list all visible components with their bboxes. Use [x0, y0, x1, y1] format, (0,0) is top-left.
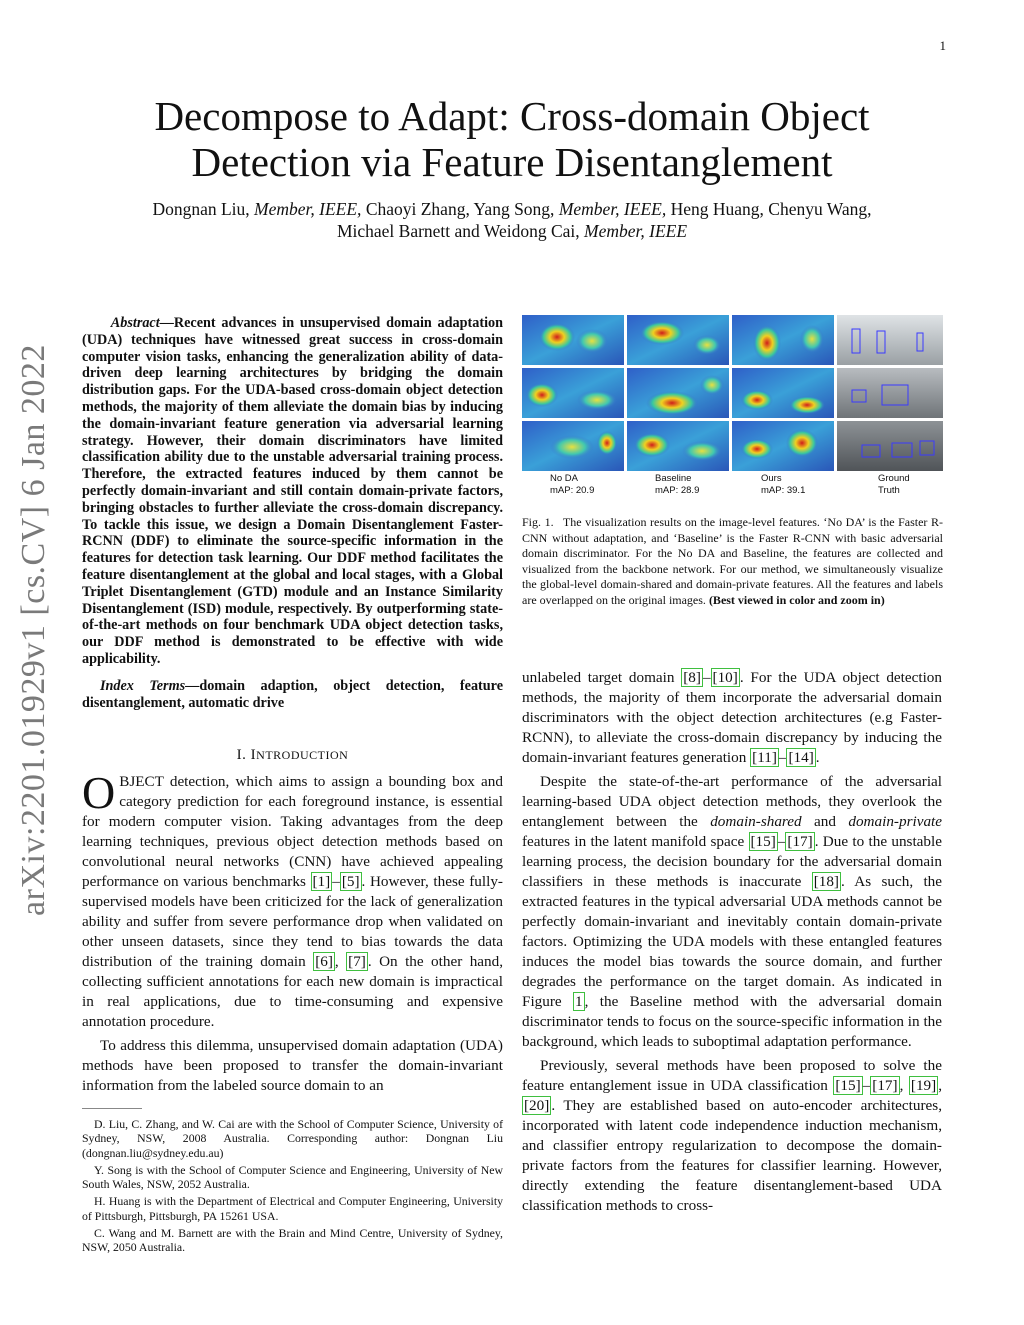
right-p1-dash: – — [702, 669, 711, 686]
right-p2-text-c: features in the latent manifold space — [522, 833, 749, 850]
intro-p1-text-b: . However, these fully-supervised models have been criticized for the lack of generalization ability and suffer from severe performance drop when validated on other unseen datasets, since they tend to bias towards the data distribution of the training domain — [82, 873, 503, 971]
footnote-affiliation-4: C. Wang and M. Barnett are with the Brain and Mind Centre, University of Sydney, NSW, 2050 Australia. — [82, 1226, 503, 1255]
section-title-initial: I — [250, 747, 257, 764]
paper-title — [82, 93, 942, 185]
index-terms-label: Index Terms — [100, 677, 186, 694]
term-domain-shared: domain-shared — [710, 813, 802, 830]
fig-label-ground-truth — [878, 473, 910, 497]
citation-link[interactable]: [14] — [788, 749, 814, 766]
right-p2-text-d: . Due to the unstable learning process, the decision boundary for the adversarial domain classifiers in these methods is inaccurate — [522, 833, 942, 890]
caption-bold-note: (Best viewed in color and zoom in) — [708, 592, 885, 607]
right-p1-end: . — [815, 749, 820, 766]
citation-link[interactable]: [18] — [813, 873, 839, 890]
row-2 — [522, 368, 943, 418]
intro-p1-text-a: BJECT detection, which aims to assign a bounding box and category prediction for each foreground instance, is essential for modern computer vision. Taking advantages from the deep learning techniques, previous object detection methods based on convolutional neural networks (CNN) have achieved appealing performance on various benchmarks — [82, 773, 503, 891]
fig-label-gt-line-1: Ground — [878, 473, 910, 484]
footnote-divider — [82, 1108, 142, 1109]
fig-label-baseline-map: mAP: 28.9 — [655, 485, 700, 496]
fig-label-no-da — [550, 473, 594, 497]
citation-link[interactable]: [6] — [315, 953, 333, 971]
index-terms — [82, 678, 503, 712]
citation-link[interactable]: [10] — [712, 669, 738, 686]
arxiv-stamp[interactable]: arXiv:2201.01929v1 [cs.CV] 6 Jan 2022 — [15, 344, 52, 916]
right-paragraph-1 — [522, 668, 942, 768]
intro-p1-comma: , — [334, 953, 347, 971]
figure-ref-link[interactable]: 1 — [575, 993, 583, 1010]
citation-link[interactable]: [20] — [524, 1097, 550, 1114]
right-p3-comma-1: , — [899, 1077, 909, 1094]
fig-label-baseline-name: Baseline — [655, 473, 692, 484]
authors-line-1 — [82, 198, 942, 220]
caption-number: Fig. 1. — [522, 515, 554, 529]
figure-1-caption — [522, 515, 943, 608]
right-paragraph-2 — [522, 772, 942, 1052]
citation-link[interactable]: [8] — [683, 669, 701, 686]
footnote-affiliation-1: D. Liu, C. Zhang, and W. Cai are with the School of Computer Science, University of Sydney, NSW, 2008 Australia. Corresponding author: Dongnan Liu (dongnan.liu@sydney.edu.au) — [82, 1117, 503, 1160]
drop-cap: O — [82, 767, 116, 819]
citation-link[interactable]: [15] — [750, 833, 776, 850]
right-p1-dash-2: – — [778, 749, 787, 766]
author-2: Chaoyi Zhang, Yang Song, — [365, 199, 559, 219]
right-p3-comma-2: , — [938, 1077, 943, 1094]
row-1 — [522, 315, 943, 365]
intro-paragraph-2: To address this dilemma, unsupervised domain adaptation (UDA) methods have been proposed to transfer the domain-invariant information from the labeled source domain to an — [82, 1037, 503, 1095]
abstract-label: Abstract — [110, 315, 160, 331]
fig-label-baseline — [655, 473, 699, 497]
footnote-affiliation-3: H. Huang is with the Department of Electrical and Computer Engineering, University of Pittsburgh, Pittsburgh, PA 15261 USA. — [82, 1194, 503, 1223]
footnote-affiliation-2: Y. Song is with the School of Computer Science and Engineering, University of New South Wales, NSW, 2052 Australia. — [82, 1162, 503, 1192]
title-line-1: Decompose to Adapt: Cross-domain Object — [154, 93, 870, 139]
fig-label-no-da-name: No DA — [550, 473, 578, 484]
fig-label-ours-map: mAP: 39.1 — [761, 485, 806, 496]
right-p2-text-f: , the Baseline method with the adversarial domain discriminator tends to focus on the source-specific information in the background, which leads to suboptimal adaptation performance. — [522, 993, 942, 1050]
intro-p1-dash: – — [332, 873, 340, 891]
author-3-role: Member, IEEE, — [558, 199, 667, 219]
right-column — [522, 668, 942, 1216]
intro-p1-text-c: . On the other hand, collecting sufficient annotations for each new domain is impractical in real applications, due to time-consuming and expensive annotation procedure. — [82, 953, 504, 1031]
figure-1-labels — [522, 473, 943, 501]
right-p1-text-a: unlabeled target domain — [522, 669, 682, 686]
term-domain-private: domain-private — [848, 813, 942, 830]
author-4: Heng Huang, Chenyu Wang, — [670, 199, 872, 219]
fig-label-gt-line-2: Truth — [878, 485, 900, 496]
right-p2-text-e: . As such, the extracted features in the typical adversarial UDA methods cannot be perfectly domain-invariant and inevitably contain domain-private factors. Optimizing the UDA models with these entangled features induces the model bias towards the source domain, and further degrades the performance on the target domain. As indicated in Figure — [522, 873, 943, 1010]
arxiv-sidebar — [6, 300, 62, 960]
section-heading-introduction — [82, 747, 503, 764]
citation-link[interactable]: [7] — [348, 953, 366, 971]
right-p1-text-b: . For the UDA object detection methods, the majority of them incorporate the adversarial domain discriminators with the object detection architectures (e.g Faster-RCNN), to alleviate the cross-domain discrepancy by inducing the domain-invariant features generation — [522, 669, 942, 766]
citation-link[interactable]: [1] — [312, 873, 331, 891]
right-p2-dash: – — [777, 833, 786, 850]
right-p2-text-b: and — [801, 813, 849, 830]
page-number: 1 — [939, 38, 946, 53]
right-p3-text-b: . They are established based on auto-encoder architectures, incorporated with latent code independence induction mechanism, and classifier entropy regularization to decompose the domain-private factors from the features for classifier learning. However, directly extending the feature disentanglement-based UDA classification methods to cross- — [522, 1097, 942, 1214]
author-1: Dongnan Liu, — [152, 199, 255, 219]
right-paragraph-3 — [522, 1056, 942, 1216]
section-title-rest: NTRODUCTION — [256, 748, 349, 763]
abstract — [82, 315, 503, 668]
authors-line-2: Michael Barnett and Weidong Cai, Member, IEEE — [336, 221, 688, 241]
citation-link[interactable]: [17] — [872, 1077, 898, 1094]
title-line-2: Detection via Feature Disentanglement — [191, 139, 833, 185]
citation-link[interactable]: [15] — [835, 1077, 861, 1094]
left-column — [82, 315, 503, 1096]
author-footnotes — [82, 1117, 503, 1258]
citation-link[interactable]: [5] — [341, 873, 360, 891]
right-p3-dash: – — [862, 1077, 871, 1094]
fig-label-ours — [761, 473, 805, 497]
citation-link[interactable]: [11] — [752, 749, 777, 766]
intro-paragraph-1 — [82, 767, 504, 1032]
section-number: I. — [236, 747, 247, 764]
citation-link[interactable]: [19] — [910, 1077, 937, 1094]
author-1-role: Member, IEEE, — [254, 199, 362, 219]
right-p3-text-a: Previously, several methods have been proposed to solve the feature entanglement issue in UDA classification — [522, 1057, 942, 1094]
index-terms-body: —domain adaption, object detection, feature disentanglement, automatic drive — [82, 677, 503, 711]
citation-link[interactable]: [17] — [787, 833, 813, 850]
fig-label-ours-name: Ours — [761, 473, 782, 484]
abstract-body: —Recent advances in unsupervised domain adaptation (UDA) techniques have witnessed great success in cross-domain computer vision tasks, enhancing the generalization ability of data-driven deep learning architectures by bridging the domain distribution gaps. For the UDA-based cross-domain object detection methods, the majority of them alleviate the domain bias by inducing the domain-invariant feature generation via adversarial learning strategy. However, their domain discriminators have limited classification ability due to the unstable adversarial training process. Therefore, the extracted features induced by them cannot be perfectly domain-invariant and still contain domain-private factors, bringing obstacles to further alleviate the cross-domain discrepancy. To tackle this issue, we design a Domain Disentanglement Faster-RCNN (DDF) to eliminate the source-specific information in the features for detection task learning. Our DDF method facilitates the feature disentanglement at the global and local stages, with a Global Triplet Disentanglement (GTD) module and an Instance Similarity Disentanglement (ISD) module, respectively. By outperforming state-of-the-art methods on four benchmark UDA object detection tasks, our DDF method is demonstrated to be effective with wide applicability. — [82, 315, 503, 667]
fig-label-no-da-map: mAP: 20.9 — [550, 485, 595, 496]
author-list — [82, 198, 942, 242]
caption-text: The visualization results on the image-level features. ‘No DA’ is the Faster R-CNN without adaptation, and ‘Baseline’ is the Faster R-CNN with basic adversarial domain discriminator. For the No DA and Baseline, the features are collected and visualized from the backbone network. For our method, we simultaneously visualize the global-level domain-shared and domain-private features. All the features and labels are overlapped on the original images. — [522, 515, 943, 607]
right-p2-text-a: Despite the state-of-the-art performance of the adversarial learning-based UDA object detection methods, they overlook the entanglement between the — [522, 773, 942, 830]
row-3 — [522, 421, 943, 471]
